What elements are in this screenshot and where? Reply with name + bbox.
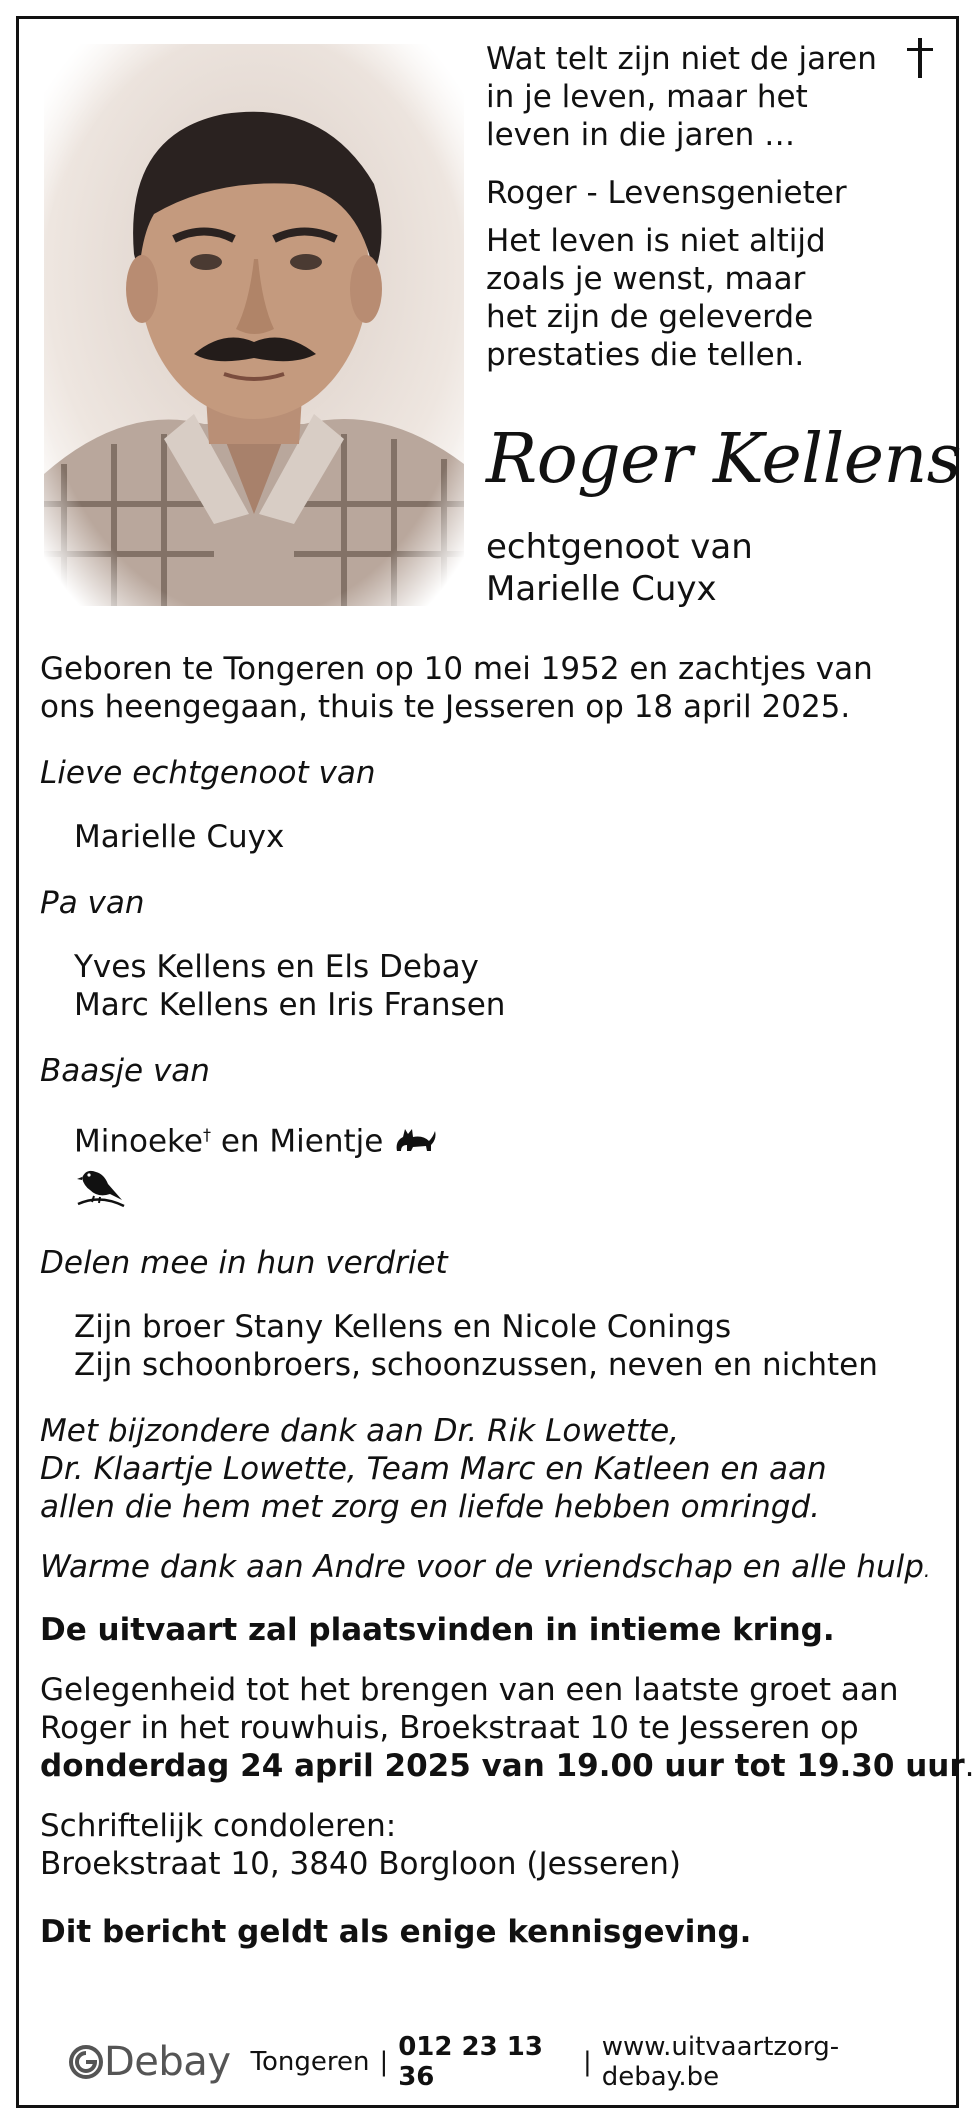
footer (68, 2032, 928, 2092)
pets-line (40, 1116, 950, 1164)
thanks-line-1: Met bijzondere dank aan Dr. Rik Lowette, (40, 1413, 679, 1450)
quote-line-2: in je leven, maar het (486, 79, 808, 115)
condolence-line-2: Broekstraat 10, 3840 Borgloon (Jesseren) (40, 1846, 681, 1883)
footer-sep-2: | (582, 2047, 592, 2077)
thanks-andre: Warme dank aan Andre voor de vriendschap en alle hulp. (40, 1549, 931, 1586)
saying-line-3: het zijn de geleverde (486, 299, 814, 335)
pet-dagger: † (202, 1125, 211, 1144)
visit-date-suffix: . (964, 1748, 975, 1785)
quote-line-3: leven in die jaren … (486, 117, 796, 153)
cat-icon (393, 1123, 437, 1164)
spouse-line-1: echtgenoot van (486, 527, 753, 567)
footer-city: Tongeren (250, 2047, 370, 2077)
condolence-line-1: Schriftelijk condoleren: (40, 1808, 397, 1845)
relative-2: Zijn schoonbroers, schoonzussen, neven en nichten (74, 1347, 878, 1384)
thanks-line-3: allen die hem met zorg en liefde hebben omringd. (40, 1489, 820, 1526)
spouse-block (486, 526, 753, 610)
saying-line-2: zoals je wenst, maar (486, 261, 806, 297)
footer-phone: 012 23 13 36 (398, 2032, 543, 2092)
pets-heading: Baasje van (40, 1053, 210, 1089)
child-1: Yves Kellens en Els Debay (74, 949, 479, 985)
nickname: Roger - Levensgenieter (486, 175, 847, 211)
visit-date: donderdag 24 april 2025 van 19.00 uur tot 19.30 uur (40, 1748, 965, 1785)
portrait-photo (44, 44, 464, 606)
pet-name-mientje: en Mientje (210, 1123, 384, 1160)
footer-sep-1: | (379, 2047, 389, 2077)
visit-line-1: Gelegenheid tot het brengen van een laatste groet aan (40, 1672, 899, 1709)
notice: Dit bericht geldt als enige kennisgeving. (40, 1914, 752, 1951)
birth-death-line-2: ons heengegaan, thuis te Jesseren op 18 april 2025. (40, 689, 851, 725)
logo-text: Debay (104, 2039, 231, 2085)
spouse-heading: Lieve echtgenoot van (40, 755, 376, 791)
pet-name-minoeke: Minoeke (74, 1123, 203, 1160)
children-heading: Pa van (40, 885, 145, 921)
header-text (486, 40, 946, 374)
bird-row (40, 1164, 950, 1208)
visit-date-line (40, 1747, 975, 1785)
thanks-andre-text: Warme dank aan Andre voor de vriendschap en alle hulp (40, 1549, 924, 1586)
share-heading: Delen mee in hun verdriet (40, 1245, 448, 1282)
saying-line-1: Het leven is niet altijd (486, 223, 826, 259)
obituary-body (40, 650, 975, 1951)
spouse-name: Marielle Cuyx (74, 819, 285, 855)
visit-line-2: Roger in het rouwhuis, Broekstraat 10 te Jesseren op (40, 1710, 859, 1747)
thanks-line-2: Dr. Klaartje Lowette, Team Marc en Katleen en aan (40, 1451, 827, 1488)
footer-website[interactable]: www.uitvaartzorg-debay.be (601, 2032, 840, 2092)
relative-1: Zijn broer Stany Kellens en Nicole Conings (74, 1309, 732, 1346)
birth-death-line-1: Geboren te Tongeren op 10 mei 1952 en zachtjes van (40, 651, 873, 687)
quote-line-1: Wat telt zijn niet de jaren (486, 41, 877, 77)
debay-logo-icon (68, 2044, 104, 2080)
spouse-line-2: Marielle Cuyx (486, 569, 717, 609)
saying-line-4: prestaties die tellen. (486, 337, 805, 373)
funeral-notice: De uitvaart zal plaatsvinden in intieme kring. (40, 1612, 835, 1649)
debay-logo (68, 2039, 230, 2085)
bird-icon (74, 1164, 126, 1212)
deceased-name: Roger Kellens (486, 420, 962, 499)
child-2: Marc Kellens en Iris Fransen (74, 987, 506, 1023)
